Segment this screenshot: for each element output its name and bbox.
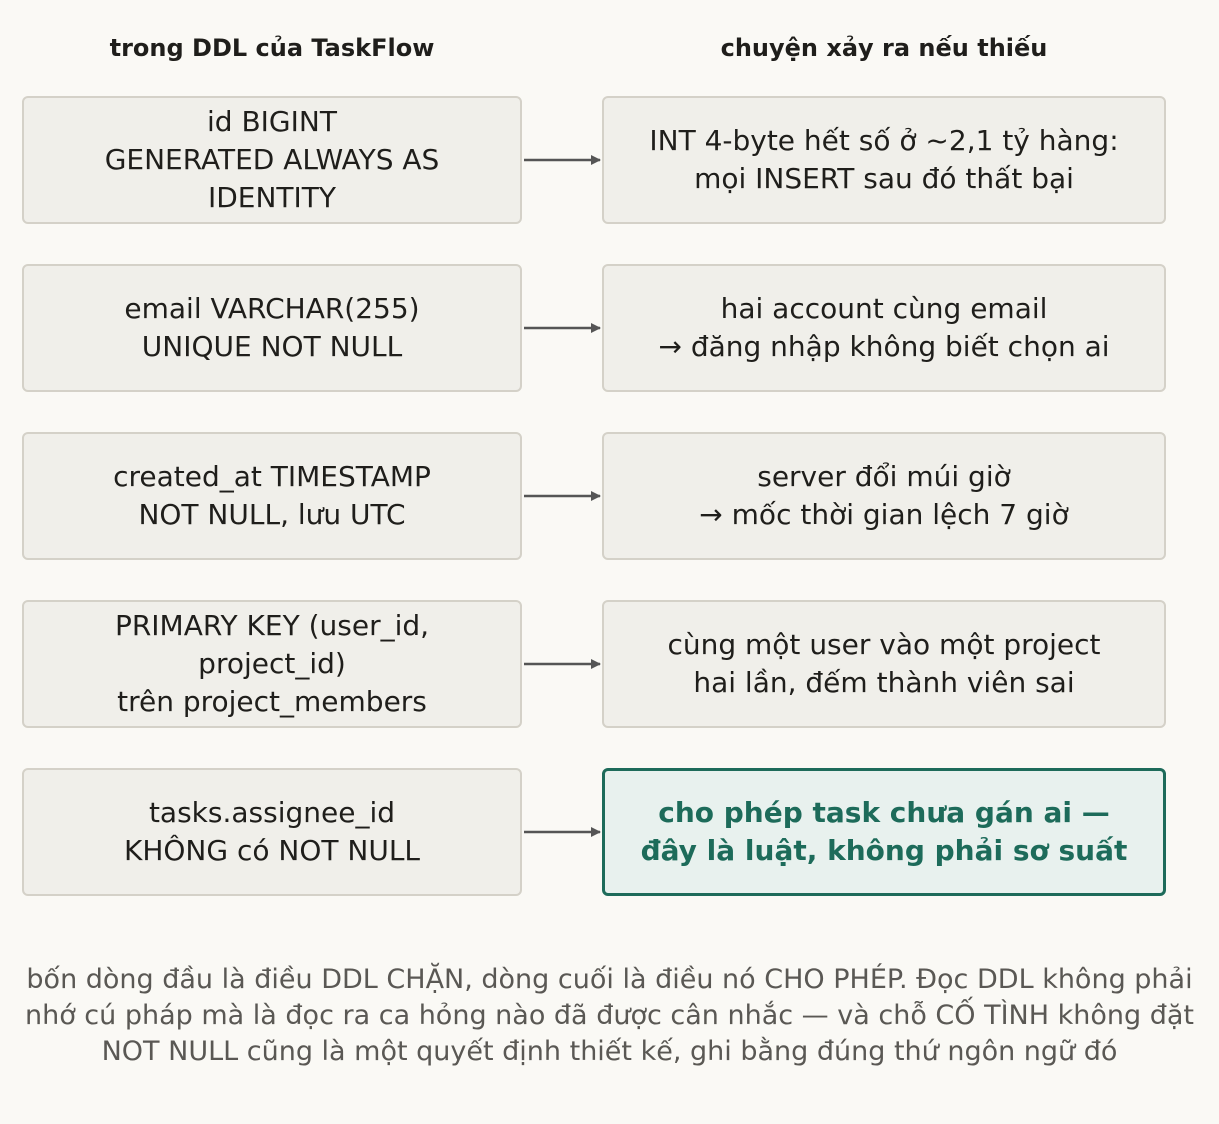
consequence-box-id: INT 4-byte hết số ở ~2,1 tỷ hàng: mọi INSERT sau đó thất bại: [602, 96, 1166, 224]
ddl-box-created-at: created_at TIMESTAMP NOT NULL, lưu UTC: [22, 432, 522, 560]
ddl-box-primary-key: PRIMARY KEY (user_id, project_id) trên project_members: [22, 600, 522, 728]
ddl-box-id: id BIGINT GENERATED ALWAYS AS IDENTITY: [22, 96, 522, 224]
consequence-box-created-at: server đổi múi giờ → mốc thời gian lệch 7 giờ: [602, 432, 1166, 560]
consequence-box-email: hai account cùng email → đăng nhập không biết chọn ai: [602, 264, 1166, 392]
ddl-box-email: email VARCHAR(255) UNIQUE NOT NULL: [22, 264, 522, 392]
consequence-box-primary-key: cùng một user vào một project hai lần, đếm thành viên sai: [602, 600, 1166, 728]
left-column-header: trong DDL của TaskFlow: [109, 34, 435, 62]
consequence-box-assignee-highlight: cho phép task chưa gán ai — đây là luật, không phải sơ suất: [602, 768, 1166, 896]
footer-note: bốn dòng đầu là điều DDL CHẶN, dòng cuối là điều nó CHO PHÉP. Đọc DDL không phải nhớ cú pháp mà là đọc ra ca hỏng nào đã được cân nhắc — và chỗ CỐ TÌNH không đặt NOT NULL cũng là một quyết định thiết kế, ghi bằng đúng thứ ngôn ngữ đó: [24, 964, 1195, 1067]
ddl-box-assignee: tasks.assignee_id KHÔNG có NOT NULL: [22, 768, 522, 896]
right-column-header: chuyện xảy ra nếu thiếu: [720, 34, 1048, 62]
